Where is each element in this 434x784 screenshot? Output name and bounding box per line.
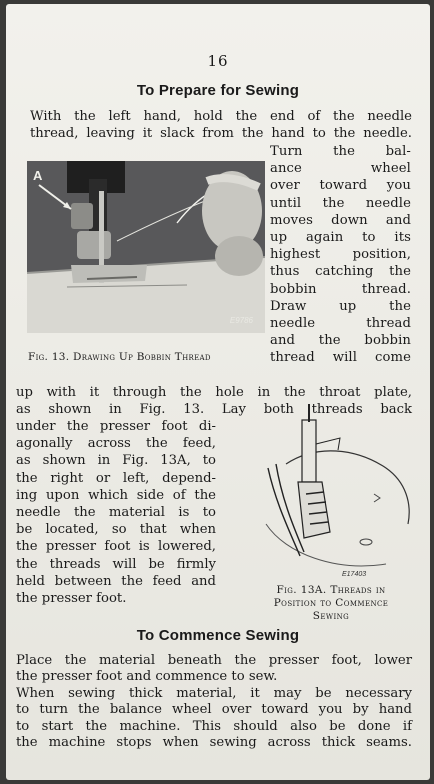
text-line: moves down and: [270, 212, 411, 228]
text-line: When sewing thick material, it may be necessary: [16, 685, 412, 701]
text-line: the presser foot.: [16, 591, 127, 607]
sewing-machine-photo: [27, 161, 265, 333]
figure-13a-caption: [238, 584, 424, 623]
text-line: to turn the balance wheel over toward you by hand: [16, 702, 412, 718]
figure-13a-diagram: [246, 404, 416, 580]
text-line: as shown in Fig. 13. Lay both threads back: [16, 402, 412, 418]
text-line: thread will come: [270, 350, 411, 366]
text-line: Place the material beneath the presser foot, lower: [16, 653, 412, 668]
figure-number-tag: E9786: [229, 316, 253, 325]
caption-line: Fig. 13A. Threads in: [276, 584, 386, 596]
text-line: bobbin thread.: [270, 281, 411, 297]
text-line: thread, leaving it slack from the hand to the needle.: [30, 126, 412, 142]
text-line: ing upon which side of the: [16, 487, 216, 503]
text-line: the presser foot is lowered,: [16, 539, 216, 555]
left-column-paragraph: [16, 418, 216, 607]
intro-paragraph: [30, 108, 412, 142]
figure-13-photo: [27, 161, 265, 333]
text-line: the right or left, depend-: [16, 470, 216, 486]
commence-paragraph: [16, 653, 412, 751]
text-line: up with it through the hole in the throat plate,: [16, 385, 412, 400]
text-line: until the needle: [270, 195, 411, 211]
text-line: over toward you: [270, 178, 411, 194]
text-line: the threads will be firmly: [16, 556, 216, 572]
section-heading-prepare: To Prepare for Sewing: [136, 82, 300, 99]
figure-number-tag: E17403: [342, 571, 367, 578]
section-heading-commence: To Commence Sewing: [136, 627, 300, 644]
text-line: needle the material is to: [16, 505, 216, 521]
text-line: held between the feed and: [16, 573, 216, 589]
caption-line: Sewing: [312, 610, 350, 622]
text-line: thus catching the: [270, 264, 411, 280]
text-line: needle thread: [270, 316, 411, 332]
text-line: the presser foot and commence to sew.: [16, 669, 278, 685]
text-line: highest position,: [270, 247, 411, 263]
threads-position-diagram: [246, 404, 416, 580]
text-line: the machine stops when sewing across thick seams.: [16, 735, 412, 751]
text-line: as shown in Fig. 13A, to: [16, 453, 216, 469]
figure-label-a: A: [33, 168, 43, 183]
text-line: Turn the bal-: [270, 144, 411, 159]
text-line: and the bobbin: [270, 333, 411, 349]
text-line: Draw up the: [270, 298, 411, 314]
text-line: agonally across the feed,: [16, 436, 216, 452]
manual-page: [6, 4, 430, 780]
text-line: up again to its: [270, 230, 411, 246]
page-number: 16: [207, 52, 229, 70]
figure-13-caption: Fig. 13. Drawing Up Bobbin Thread: [28, 351, 211, 363]
text-line: to start the machine. This should also be done if: [16, 718, 412, 734]
text-line: ance wheel: [270, 161, 411, 177]
text-line: With the left hand, hold the end of the needle: [30, 109, 412, 124]
right-column-paragraph: [270, 143, 411, 367]
text-line: under the presser foot di-: [16, 419, 216, 434]
caption-line: Position to Commence: [273, 597, 389, 609]
text-line: be located, so that when: [16, 522, 216, 538]
